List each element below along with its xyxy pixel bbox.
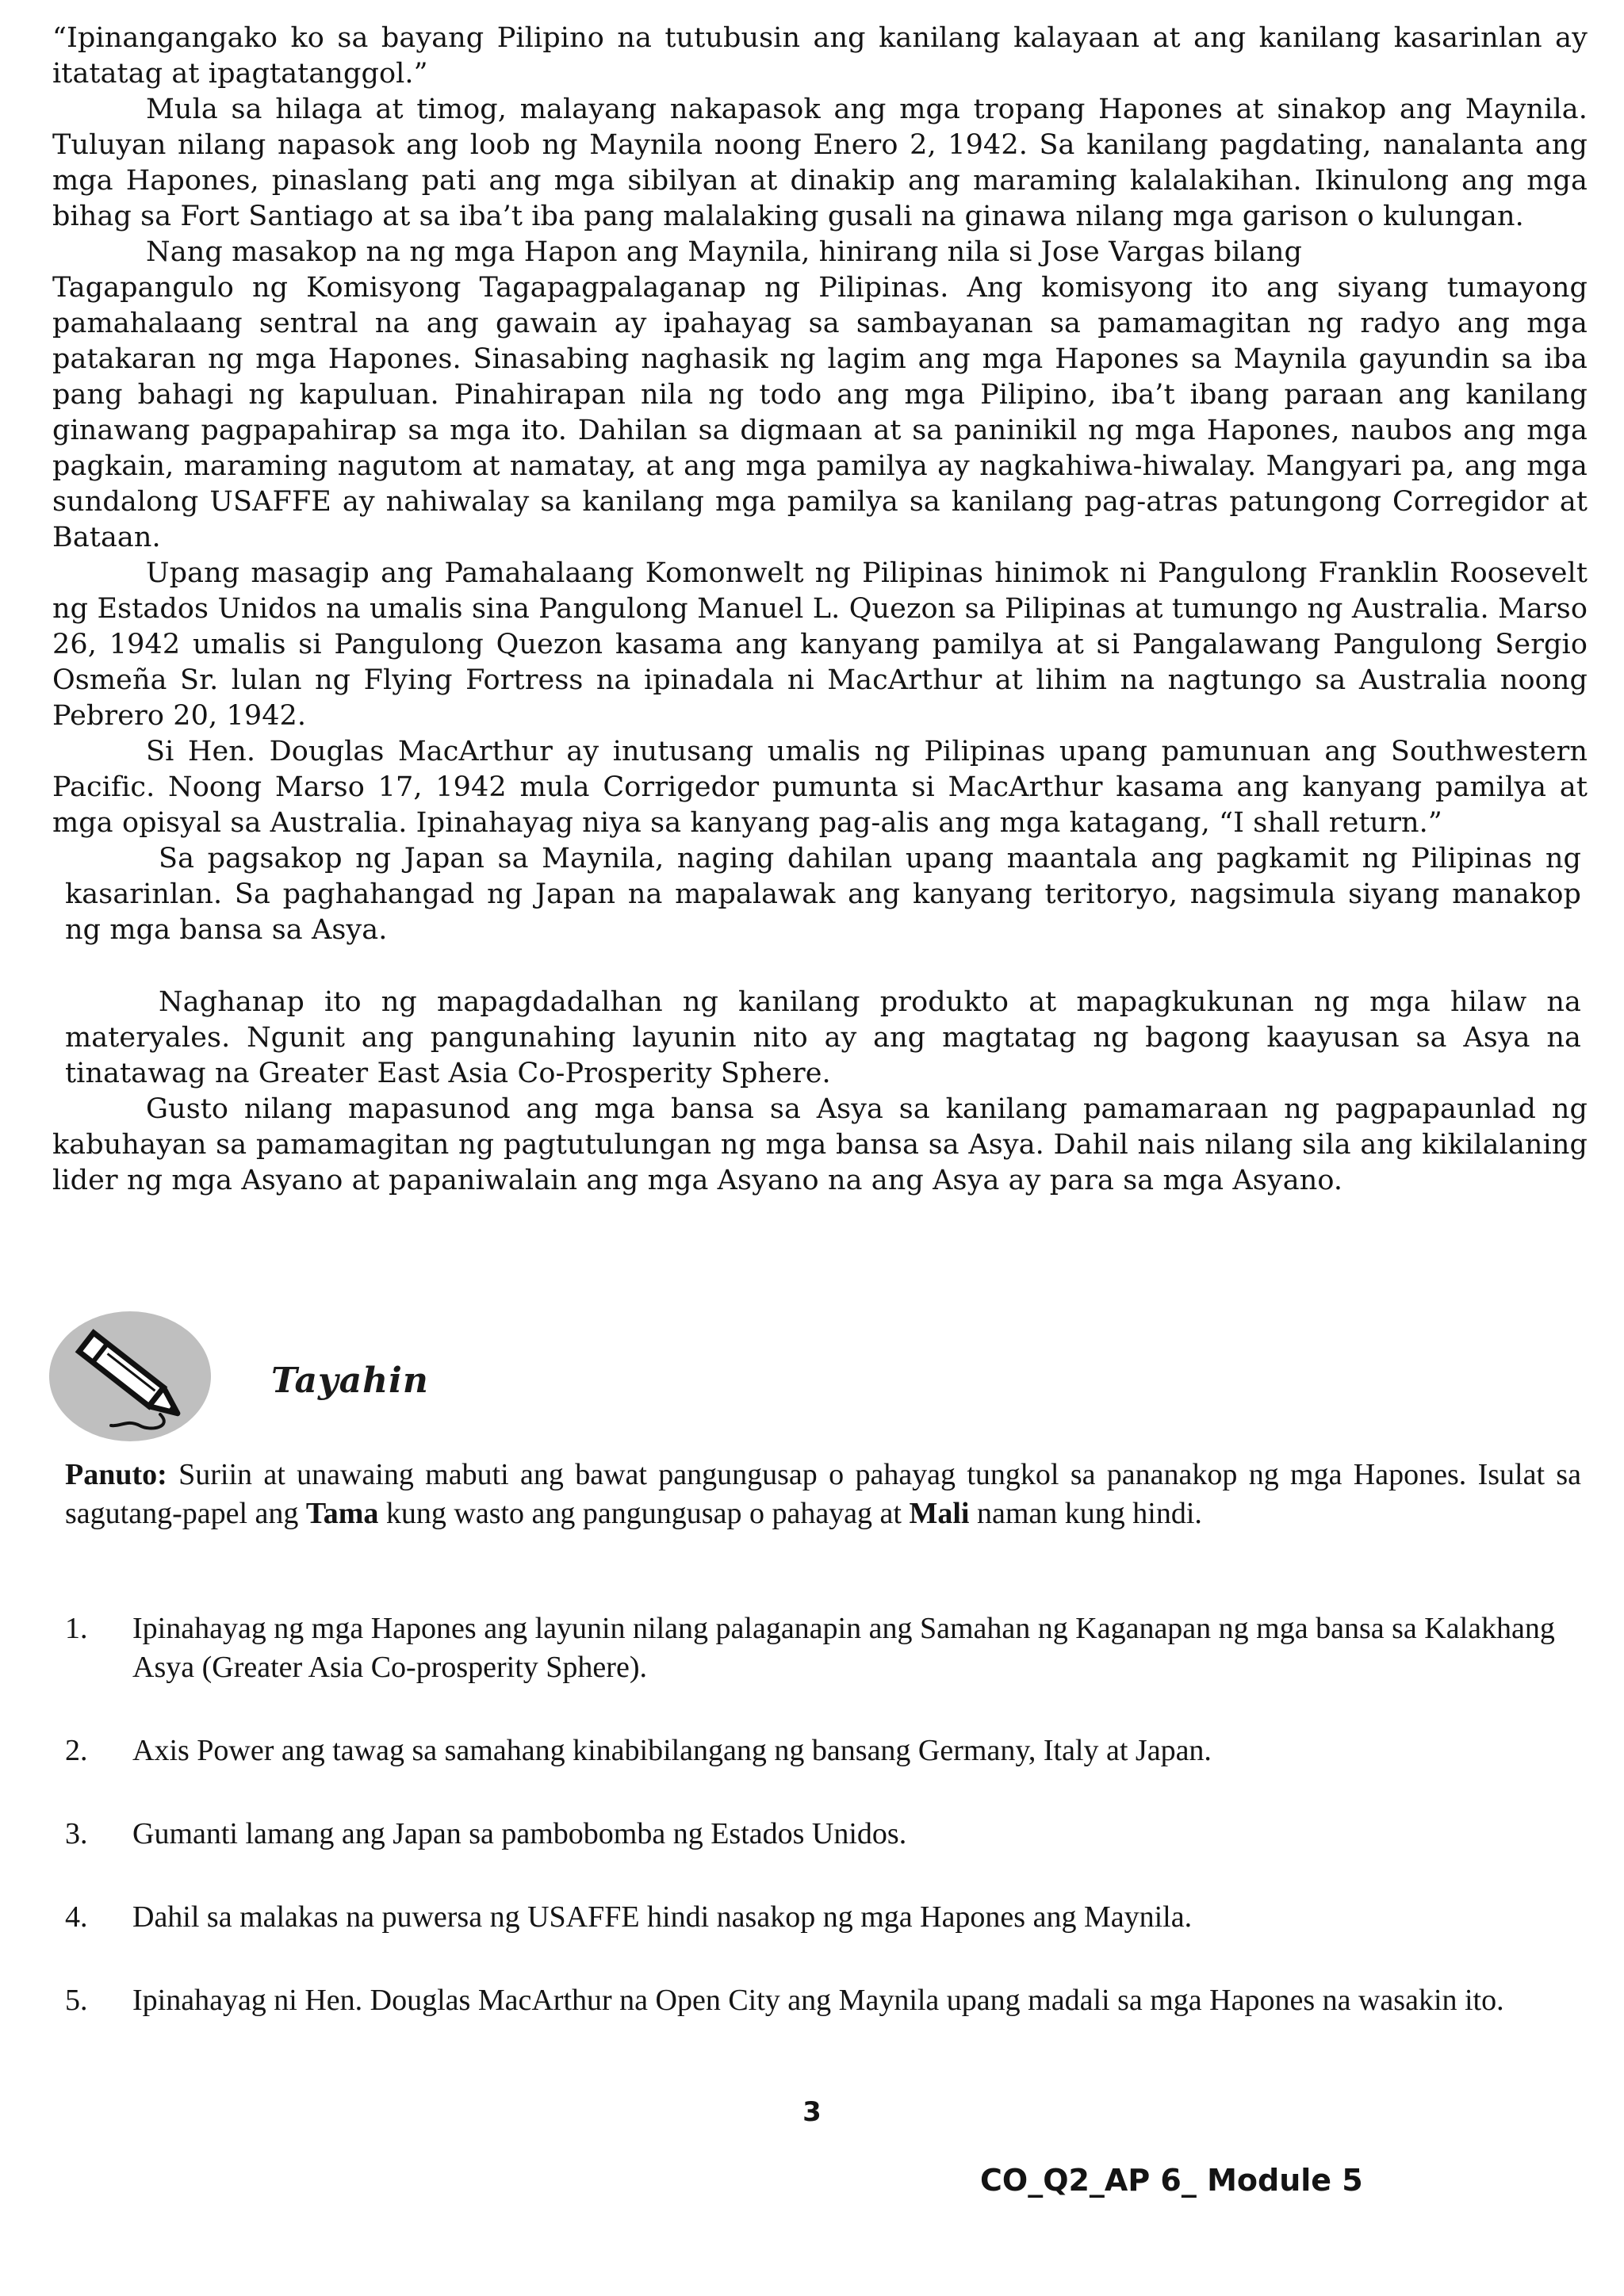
item-text: Ipinahayag ni Hen. Douglas MacArthur na Open City ang Maynila upang madali sa mga Hapones na wasakin ito. [132, 1984, 1504, 2017]
list-item [65, 1815, 1581, 1854]
item-number: 5. [65, 1984, 88, 2017]
section-title: Tayahin [271, 1360, 429, 1401]
question-list [65, 1609, 1581, 2064]
paragraph-quezon-exile: Upang masagip ang Pamahalaang Komonwelt ng Pilipinas hinimok ni Pangulong Franklin Roosevelt ng Estados Unidos na umalis sina Pangulong Manuel L. Quezon sa Pilipinas at tumungo ng Australia. Marso 26, 1942 umalis si Pangulong Quezon kasama ang kanyang pamilya at si Pangalawang Pangulong Sergio Osmeña Sr. lulan ng Flying Fortress na ipinadala ni MacArthur at lihim na nagtungo sa Australia noong Pebrero 20, 1942. [52, 557, 1588, 732]
item-text: Axis Power ang tawag sa samahang kinabibilangang ng bansang Germany, Italy at Japan. [132, 1734, 1212, 1767]
instructions-bold-tama: Tama [305, 1497, 379, 1530]
paragraph-macarthur: Si Hen. Douglas MacArthur ay inutusang umalis ng Pilipinas upang pamunuan ang Southwestern Pacific. Noong Marso 17, 1942 mula Corrigedor pumunta si MacArthur kasama ang kanyang pamilya at mga opisyal sa Australia. Ipinahayag niya sa kanyang pag-alis ang mga katagang, “I shall return.” [52, 736, 1588, 839]
instructions-text-3: naman kung hindi. [969, 1497, 1202, 1530]
item-text: Dahil sa malakas na puwersa ng USAFFE hindi nasakop ng mga Hapones ang Maynila. [132, 1900, 1193, 1934]
item-number: 4. [65, 1900, 88, 1934]
instructions-text-2: kung wasto ang pangungusap o pahayag at [378, 1497, 910, 1530]
item-number: 2. [65, 1734, 88, 1767]
list-item [65, 1609, 1581, 1687]
instructions [65, 1456, 1581, 1533]
item-text: Gumanti lamang ang Japan sa pambobomba ng Estados Unidos. [132, 1817, 907, 1850]
tayahin-section-header [48, 1307, 429, 1446]
quote-paragraph: “Ipinangangako ko sa bayang Pilipino na tutubusin ang kanilang kalayaan at ang kanilang kasarinlan ay itatatag at ipagtatanggol.” [52, 22, 1588, 90]
list-item [65, 1898, 1581, 1937]
page-number: 3 [802, 2096, 822, 2128]
paragraph-manila-invasion: Mula sa hilaga at timog, malayang nakapasok ang mga tropang Hapones at sinakop ang Maynila. Tuluyan nilang napasok ang loob ng Maynila noong Enero 2, 1942. Sa kanilang pagdating, nanalanta ang mga Hapones, pinaslang pati ang mga sibilyan at dinakip ang maraming kalalakihan. Ikinulong ang mga bihag sa Fort Santiago at sa iba’t iba pang malalaking gusali na ginawa nilang mga garison o kulungan. [52, 94, 1588, 232]
item-number: 3. [65, 1817, 88, 1850]
module-code: CO_Q2_AP 6_ Module 5 [980, 2163, 1363, 2198]
paragraph-vargas-commission: Tagapangulo ng Komisyong Tagapagpalaganap ng Pilipinas. Ang komisyong ito ang siyang tumayong pamahalaang sentral na ang gawain ay ipahayag sa sambayanan sa pamamagitan ng radyo ang mga patakaran ng mga Hapones. Sinasabing naghasik ng lagim ang mga Hapones sa Maynila gayundin sa iba pang bahagi ng kapuluan. Pinahirapan nila ng todo ang mga Pilipino, iba’t ibang paraan ang kanilang ginawang pagpapahirap sa mga ito. Dahilan sa digmaan at sa paninikil ng mga Hapones, naubos ang mga pagkain, maraming nagutom at namatay, at ang mga pamilya ay nagkahiwa-hiwalay. Mangyari pa, ang mga sundalong USAFFE ay nahiwalay sa kanilang mga pamilya sa kanilang pag-atras patungong Corregidor at Bataan. [52, 272, 1588, 553]
paragraph-co-prosperity: Naghanap ito ng mapagdadalhan ng kanilang produkto at mapagkukunan ng mga hilaw na materyales. Ngunit ang pangunahing layunin nito ay ang magtatag ng bagong kaayusan sa Asya na tinatawag na Greater East Asia Co-Prosperity Sphere. [65, 986, 1581, 1089]
reading-passage [52, 21, 1588, 1199]
list-item [65, 1981, 1581, 2020]
pencil-icon [48, 1307, 214, 1446]
paragraph-asia-for-asians: Gusto nilang mapasunod ang mga bansa sa Asya sa kanilang pamamaraan ng pagpapaunlad ng kabuhayan sa pamamagitan ng pagtutulungan ng mga bansa sa Asya. Dahil nais nilang sila ang kikilalaning lider ng mga Asyano at papaniwalain ang mga Asyano na ang Asya ay para sa mga Asyano. [52, 1093, 1588, 1196]
item-number: 1. [65, 1612, 88, 1645]
instructions-text-1: Suriin at unawaing mabuti ang bawat pangungusap o pahayag tungkol sa pananakop ng mga Hapones. Isulat sa sagutang-papel ang [65, 1458, 1581, 1530]
instructions-label: Panuto: [65, 1458, 167, 1491]
item-text: Ipinahayag ng mga Hapones ang layunin nilang palaganapin ang Samahan ng Kaganapan ng mga bansa sa Kalakhang Asya (Greater Asia Co-prosperity Sphere). [132, 1612, 1555, 1684]
paragraph-vargas-intro: Nang masakop na ng mga Hapon ang Maynila, hinirang nila si Jose Vargas bilang [146, 236, 1303, 268]
instructions-bold-mali: Mali [909, 1497, 970, 1530]
list-item [65, 1732, 1581, 1770]
paragraph-japan-expansion: Sa pagsakop ng Japan sa Maynila, naging dahilan upang maantala ang pagkamit ng Pilipinas ng kasarinlan. Sa paghahangad ng Japan na mapalawak ang kanyang teritoryo, nagsimula siyang manakop ng mga bansa sa Asya. [65, 843, 1581, 946]
